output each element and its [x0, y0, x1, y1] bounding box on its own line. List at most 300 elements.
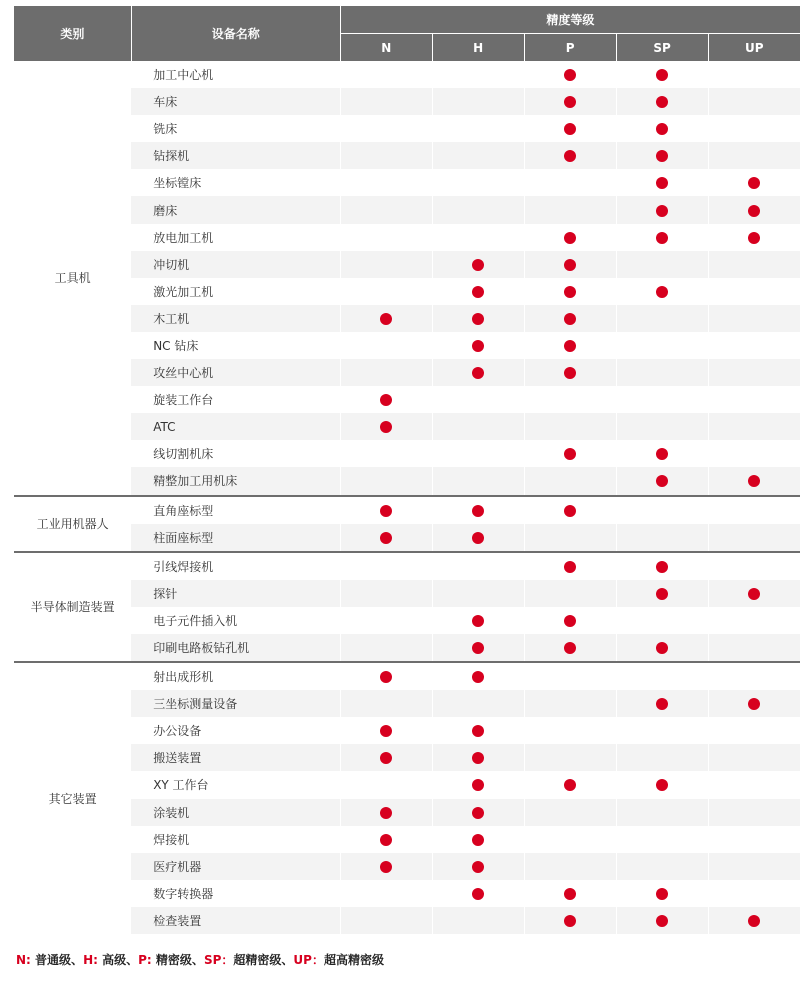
grade-cell-h — [432, 524, 524, 552]
table-row — [14, 496, 800, 524]
applicable-dot-icon — [472, 532, 484, 544]
table-row — [14, 880, 800, 907]
legend-separator: : — [93, 953, 103, 967]
grade-cell-up — [708, 169, 800, 196]
table-row — [14, 907, 800, 934]
equipment-name-cell: 探针 — [131, 580, 340, 607]
grade-cell-up — [708, 496, 800, 524]
grade-cell-n — [340, 61, 432, 88]
applicable-dot-icon — [748, 205, 760, 217]
grade-cell-sp — [616, 332, 708, 359]
grade-cell-p — [524, 115, 616, 142]
table-row — [14, 61, 800, 88]
grade-cell-up — [708, 413, 800, 440]
grade-cell-sp — [616, 440, 708, 467]
grade-cell-up — [708, 771, 800, 798]
grade-cell-sp — [616, 580, 708, 607]
grade-cell-p — [524, 496, 616, 524]
table-row — [14, 278, 800, 305]
grade-cell-h — [432, 142, 524, 169]
table-row — [14, 634, 800, 662]
grade-cell-sp — [616, 907, 708, 934]
grade-cell-h — [432, 386, 524, 413]
level-header-sp: SP — [616, 34, 708, 62]
equipment-name-cell: 线切割机床 — [131, 440, 340, 467]
equipment-name-cell: 搬送装置 — [131, 744, 340, 771]
grade-cell-sp — [616, 662, 708, 690]
grade-cell-h — [432, 799, 524, 826]
legend-description: 超高精密级 — [323, 953, 384, 967]
grade-cell-p — [524, 907, 616, 934]
equipment-name-cell: 磨床 — [131, 196, 340, 223]
applicable-dot-icon — [656, 475, 668, 487]
applicable-dot-icon — [380, 313, 392, 325]
applicable-dot-icon — [656, 123, 668, 135]
grade-cell-up — [708, 634, 800, 662]
level-header-up: UP — [708, 34, 800, 62]
table-header — [14, 6, 800, 61]
grade-cell-n — [340, 580, 432, 607]
grade-cell-sp — [616, 115, 708, 142]
grade-cell-n — [340, 662, 432, 690]
grade-cell-sp — [616, 359, 708, 386]
grade-cell-up — [708, 524, 800, 552]
applicable-dot-icon — [472, 367, 484, 379]
applicable-dot-icon — [472, 725, 484, 737]
applicable-dot-icon — [380, 861, 392, 873]
table-row — [14, 332, 800, 359]
grade-cell-n — [340, 88, 432, 115]
legend-code: N — [16, 953, 27, 967]
grade-cell-sp — [616, 386, 708, 413]
level-header-h: H — [432, 34, 524, 62]
applicable-dot-icon — [656, 150, 668, 162]
equipment-name-cell: 铣床 — [131, 115, 340, 142]
grade-cell-up — [708, 744, 800, 771]
grade-cell-up — [708, 196, 800, 223]
grade-cell-up — [708, 799, 800, 826]
grade-cell-n — [340, 251, 432, 278]
table-row — [14, 224, 800, 251]
grade-cell-p — [524, 440, 616, 467]
grade-cell-n — [340, 717, 432, 744]
applicable-dot-icon — [472, 752, 484, 764]
applicable-dot-icon — [380, 505, 392, 517]
table-row — [14, 771, 800, 798]
applicable-dot-icon — [380, 421, 392, 433]
table-row — [14, 196, 800, 223]
equipment-name-cell: 焊接机 — [131, 826, 340, 853]
applicable-dot-icon — [656, 888, 668, 900]
applicable-dot-icon — [472, 313, 484, 325]
grade-cell-n — [340, 634, 432, 662]
grade-cell-p — [524, 552, 616, 580]
grade-cell-sp — [616, 524, 708, 552]
grade-cell-h — [432, 305, 524, 332]
applicable-dot-icon — [656, 205, 668, 217]
applicable-dot-icon — [656, 69, 668, 81]
grade-cell-h — [432, 496, 524, 524]
grade-cell-p — [524, 744, 616, 771]
grade-cell-up — [708, 853, 800, 880]
grade-cell-sp — [616, 196, 708, 223]
equipment-name-cell: 冲切机 — [131, 251, 340, 278]
grade-cell-sp — [616, 690, 708, 717]
precision-grade-table — [14, 6, 800, 934]
grade-cell-n — [340, 169, 432, 196]
applicable-dot-icon — [564, 888, 576, 900]
equipment-name-cell: 木工机 — [131, 305, 340, 332]
table-row — [14, 853, 800, 880]
equipment-name-cell: 直角座标型 — [131, 496, 340, 524]
grade-cell-h — [432, 413, 524, 440]
grade-cell-up — [708, 690, 800, 717]
grade-cell-h — [432, 467, 524, 495]
applicable-dot-icon — [564, 367, 576, 379]
grade-cell-h — [432, 853, 524, 880]
grade-cell-h — [432, 880, 524, 907]
grade-cell-up — [708, 580, 800, 607]
table-row — [14, 386, 800, 413]
grade-cell-sp — [616, 61, 708, 88]
precision-grade-group-header: 精度等级 — [340, 6, 800, 34]
applicable-dot-icon — [472, 888, 484, 900]
table-row — [14, 467, 800, 495]
legend-code: H — [83, 953, 94, 967]
equipment-name-cell: 旋装工作台 — [131, 386, 340, 413]
grade-cell-p — [524, 880, 616, 907]
applicable-dot-icon — [656, 177, 668, 189]
applicable-dot-icon — [564, 779, 576, 791]
grade-cell-h — [432, 332, 524, 359]
applicable-dot-icon — [564, 123, 576, 135]
applicable-dot-icon — [472, 861, 484, 873]
grade-cell-n — [340, 142, 432, 169]
applicable-dot-icon — [564, 232, 576, 244]
grade-cell-n — [340, 907, 432, 934]
grade-cell-sp — [616, 880, 708, 907]
grade-cell-p — [524, 634, 616, 662]
grade-cell-h — [432, 552, 524, 580]
table-row — [14, 580, 800, 607]
equipment-name-cell: 激光加工机 — [131, 278, 340, 305]
equipment-name-cell: 柱面座标型 — [131, 524, 340, 552]
applicable-dot-icon — [472, 340, 484, 352]
grade-cell-h — [432, 907, 524, 934]
grade-cell-h — [432, 224, 524, 251]
grade-cell-sp — [616, 142, 708, 169]
equipment-name-column-header: 设备名称 — [131, 6, 340, 61]
applicable-dot-icon — [472, 779, 484, 791]
grade-cell-p — [524, 251, 616, 278]
grade-cell-n — [340, 853, 432, 880]
grade-cell-p — [524, 607, 616, 634]
applicable-dot-icon — [564, 150, 576, 162]
grade-cell-sp — [616, 826, 708, 853]
grade-cell-n — [340, 386, 432, 413]
table-row — [14, 552, 800, 580]
grade-cell-h — [432, 115, 524, 142]
table-row — [14, 524, 800, 552]
applicable-dot-icon — [564, 259, 576, 271]
grade-cell-n — [340, 413, 432, 440]
legend-code: SP — [203, 953, 222, 967]
grade-cell-up — [708, 607, 800, 634]
applicable-dot-icon — [380, 671, 392, 683]
equipment-name-cell: 车床 — [131, 88, 340, 115]
applicable-dot-icon — [656, 779, 668, 791]
grade-cell-h — [432, 440, 524, 467]
grade-cell-p — [524, 524, 616, 552]
grade-cell-up — [708, 359, 800, 386]
equipment-name-cell: 引线焊接机 — [131, 552, 340, 580]
grade-cell-n — [340, 880, 432, 907]
grade-cell-sp — [616, 305, 708, 332]
applicable-dot-icon — [564, 915, 576, 927]
applicable-dot-icon — [656, 642, 668, 654]
equipment-name-cell: 精整加工用机床 — [131, 467, 340, 495]
grade-cell-sp — [616, 169, 708, 196]
applicable-dot-icon — [380, 394, 392, 406]
grade-cell-up — [708, 88, 800, 115]
grade-cell-sp — [616, 251, 708, 278]
grade-cell-n — [340, 744, 432, 771]
grade-cell-p — [524, 799, 616, 826]
applicable-dot-icon — [656, 588, 668, 600]
grade-cell-n — [340, 332, 432, 359]
applicable-dot-icon — [656, 286, 668, 298]
grade-cell-n — [340, 771, 432, 798]
grade-legend — [16, 951, 384, 968]
applicable-dot-icon — [380, 725, 392, 737]
applicable-dot-icon — [748, 177, 760, 189]
grade-cell-n — [340, 826, 432, 853]
grade-cell-up — [708, 440, 800, 467]
equipment-name-cell: 医疗机器 — [131, 853, 340, 880]
level-header-n: N — [340, 34, 432, 62]
grade-cell-up — [708, 717, 800, 744]
legend-delimiter: 、 — [71, 953, 84, 967]
grade-cell-h — [432, 634, 524, 662]
grade-cell-h — [432, 251, 524, 278]
category-cell: 工业用机器人 — [14, 496, 131, 552]
grade-cell-h — [432, 717, 524, 744]
grade-cell-p — [524, 332, 616, 359]
grade-cell-h — [432, 607, 524, 634]
equipment-name-cell: 涂装机 — [131, 799, 340, 826]
grade-cell-up — [708, 907, 800, 934]
grade-cell-up — [708, 880, 800, 907]
applicable-dot-icon — [472, 642, 484, 654]
grade-cell-sp — [616, 467, 708, 495]
grade-cell-up — [708, 224, 800, 251]
grade-cell-h — [432, 88, 524, 115]
grade-cell-h — [432, 580, 524, 607]
legend-separator: ： — [221, 953, 234, 967]
applicable-dot-icon — [564, 69, 576, 81]
grade-cell-sp — [616, 607, 708, 634]
grade-cell-up — [708, 305, 800, 332]
legend-delimiter: 、 — [191, 953, 204, 967]
legend-separator: ： — [311, 953, 324, 967]
grade-cell-p — [524, 662, 616, 690]
table-row — [14, 440, 800, 467]
grade-cell-sp — [616, 771, 708, 798]
grade-cell-up — [708, 386, 800, 413]
applicable-dot-icon — [564, 313, 576, 325]
equipment-name-cell: XY 工作台 — [131, 771, 340, 798]
category-cell: 工具机 — [14, 61, 131, 496]
grade-cell-p — [524, 580, 616, 607]
grade-cell-n — [340, 305, 432, 332]
grade-cell-h — [432, 196, 524, 223]
grade-cell-sp — [616, 413, 708, 440]
legend-separator: : — [26, 953, 36, 967]
applicable-dot-icon — [472, 671, 484, 683]
grade-cell-p — [524, 717, 616, 744]
grade-cell-h — [432, 771, 524, 798]
table-row — [14, 305, 800, 332]
grade-cell-p — [524, 467, 616, 495]
grade-cell-up — [708, 467, 800, 495]
table-row — [14, 690, 800, 717]
applicable-dot-icon — [380, 532, 392, 544]
grade-cell-h — [432, 690, 524, 717]
grade-cell-sp — [616, 744, 708, 771]
grade-cell-h — [432, 826, 524, 853]
applicable-dot-icon — [656, 915, 668, 927]
grade-cell-h — [432, 61, 524, 88]
table-body — [14, 61, 800, 934]
grade-cell-n — [340, 524, 432, 552]
table-row — [14, 826, 800, 853]
applicable-dot-icon — [564, 561, 576, 573]
applicable-dot-icon — [472, 259, 484, 271]
grade-cell-sp — [616, 278, 708, 305]
grade-cell-up — [708, 552, 800, 580]
category-column-header: 类别 — [14, 6, 131, 61]
grade-cell-n — [340, 552, 432, 580]
applicable-dot-icon — [564, 505, 576, 517]
table-row — [14, 251, 800, 278]
grade-cell-p — [524, 196, 616, 223]
grade-cell-p — [524, 88, 616, 115]
legend-delimiter: 、 — [126, 953, 139, 967]
grade-cell-sp — [616, 717, 708, 744]
applicable-dot-icon — [472, 615, 484, 627]
grade-cell-p — [524, 826, 616, 853]
grade-cell-n — [340, 359, 432, 386]
applicable-dot-icon — [564, 340, 576, 352]
equipment-name-cell: NC 钻床 — [131, 332, 340, 359]
table-row — [14, 744, 800, 771]
grade-cell-n — [340, 496, 432, 524]
equipment-name-cell: 加工中心机 — [131, 61, 340, 88]
grade-cell-h — [432, 169, 524, 196]
grade-cell-p — [524, 690, 616, 717]
grade-cell-n — [340, 196, 432, 223]
grade-cell-sp — [616, 88, 708, 115]
table-row — [14, 359, 800, 386]
grade-cell-up — [708, 826, 800, 853]
equipment-name-cell: ATC — [131, 413, 340, 440]
legend-description: 超精密级 — [233, 953, 282, 967]
equipment-name-cell: 检查装置 — [131, 907, 340, 934]
equipment-name-cell: 数字转换器 — [131, 880, 340, 907]
grade-cell-p — [524, 61, 616, 88]
equipment-name-cell: 三坐标测量设备 — [131, 690, 340, 717]
equipment-name-cell: 办公设备 — [131, 717, 340, 744]
table-row — [14, 799, 800, 826]
grade-cell-sp — [616, 634, 708, 662]
table-row — [14, 88, 800, 115]
grade-cell-sp — [616, 853, 708, 880]
applicable-dot-icon — [472, 286, 484, 298]
grade-cell-p — [524, 386, 616, 413]
category-cell: 半导体制造装置 — [14, 552, 131, 662]
grade-cell-p — [524, 278, 616, 305]
grade-cell-sp — [616, 224, 708, 251]
grade-cell-n — [340, 799, 432, 826]
legend-code: P — [138, 953, 147, 967]
legend-description: 普通级 — [35, 953, 72, 967]
legend-description: 精密级 — [155, 953, 192, 967]
applicable-dot-icon — [656, 96, 668, 108]
grade-cell-up — [708, 662, 800, 690]
applicable-dot-icon — [748, 475, 760, 487]
applicable-dot-icon — [656, 448, 668, 460]
grade-cell-p — [524, 359, 616, 386]
applicable-dot-icon — [656, 698, 668, 710]
grade-cell-n — [340, 440, 432, 467]
grade-cell-n — [340, 115, 432, 142]
table-row — [14, 169, 800, 196]
equipment-name-cell: 攻丝中心机 — [131, 359, 340, 386]
grade-cell-sp — [616, 552, 708, 580]
grade-cell-p — [524, 224, 616, 251]
equipment-name-cell: 坐标镗床 — [131, 169, 340, 196]
equipment-name-cell: 射出成形机 — [131, 662, 340, 690]
table-row — [14, 115, 800, 142]
applicable-dot-icon — [380, 752, 392, 764]
applicable-dot-icon — [564, 286, 576, 298]
grade-cell-up — [708, 61, 800, 88]
grade-cell-n — [340, 607, 432, 634]
grade-cell-p — [524, 413, 616, 440]
legend-code: UP — [293, 953, 312, 967]
table-row — [14, 607, 800, 634]
applicable-dot-icon — [380, 834, 392, 846]
grade-cell-n — [340, 690, 432, 717]
applicable-dot-icon — [748, 698, 760, 710]
grade-cell-n — [340, 467, 432, 495]
applicable-dot-icon — [472, 834, 484, 846]
equipment-name-cell: 钻探机 — [131, 142, 340, 169]
applicable-dot-icon — [748, 232, 760, 244]
equipment-name-cell: 电子元件插入机 — [131, 607, 340, 634]
grade-cell-sp — [616, 799, 708, 826]
applicable-dot-icon — [656, 561, 668, 573]
grade-cell-sp — [616, 496, 708, 524]
applicable-dot-icon — [656, 232, 668, 244]
grade-cell-up — [708, 251, 800, 278]
grade-cell-h — [432, 744, 524, 771]
legend-separator: : — [146, 953, 156, 967]
legend-delimiter: 、 — [281, 953, 294, 967]
grade-cell-h — [432, 662, 524, 690]
table-row — [14, 662, 800, 690]
grade-cell-p — [524, 771, 616, 798]
